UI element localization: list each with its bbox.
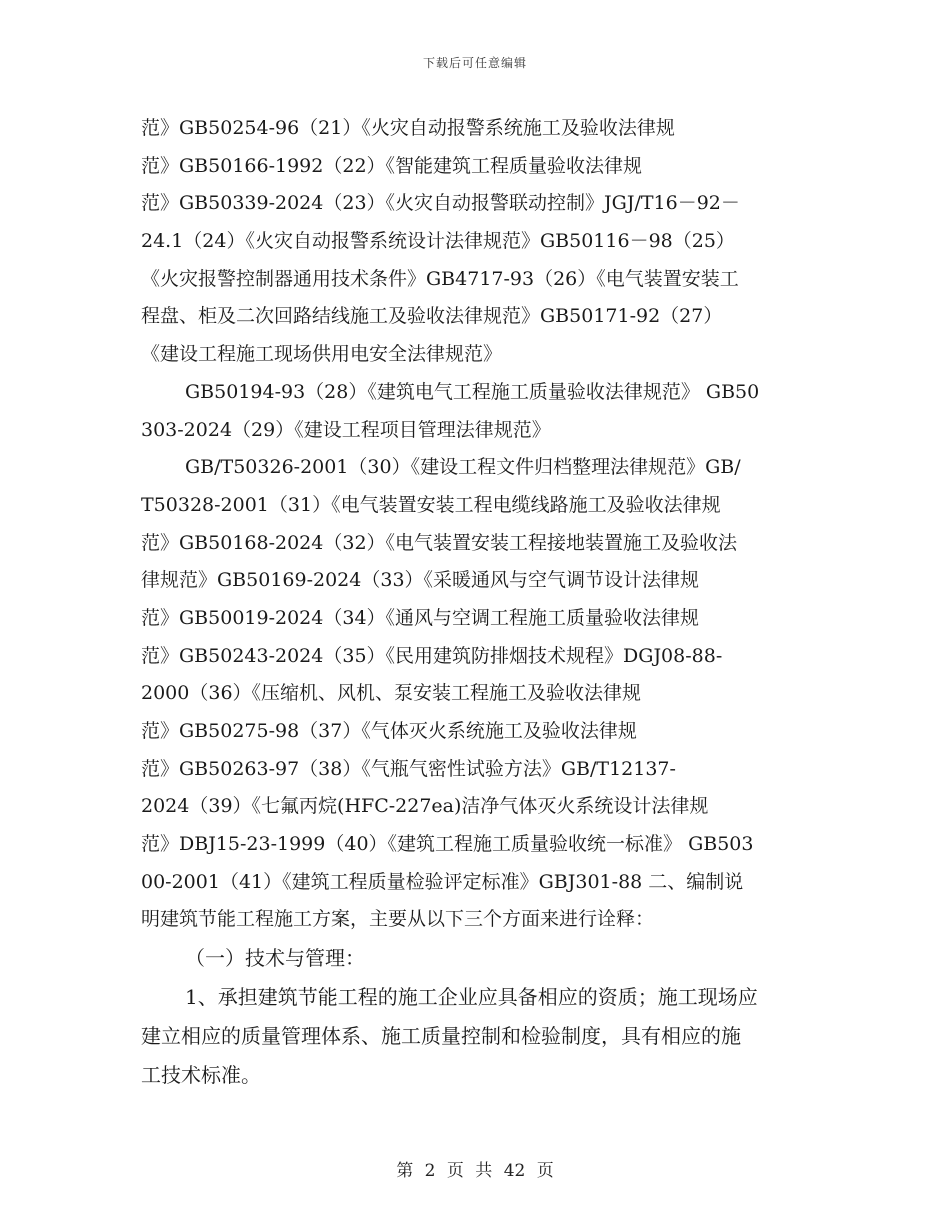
text-line: 《建设工程施工现场供用电安全法律规范》 (141, 343, 503, 366)
page-footer: 第 2 页 共 42 页 (396, 1161, 554, 1181)
text-line: 明建筑节能工程施工方案，主要从以下三个方面来进行诠释： (141, 908, 655, 931)
text-line: 律规范》GB50169-2024（33）《采暖通风与空气调节设计法律规 (141, 569, 700, 592)
text-line: 2000（36）《压缩机、风机、泵安装工程施工及验收法律规 (141, 682, 642, 705)
section-heading: （一）技术与管理： (185, 946, 365, 971)
text-line: 2024（39）《七氟丙烷(HFC-227ea)洁净气体灭火系统设计法律规 (141, 795, 709, 818)
text-line: 24.1（24）《火灾自动报警系统设计法律规范》GB50116－98（25） (141, 230, 735, 253)
text-line: T50328-2001（31）《电气装置安装工程电缆线路施工及验收法律规 (141, 493, 721, 516)
text-line: 范》GB50243-2024（35）《民用建筑防排烟技术规程》DGJ08-88- (141, 644, 723, 667)
text-line: 范》DBJ15-23-1999（40）《建筑工程施工质量验收统一标准》 GB503 (141, 833, 754, 856)
text-line: 范》GB50275-98（37）《气体灭火系统施工及验收法律规 (141, 720, 637, 742)
text-line: 00-2001（41）《建筑工程质量检验评定标准》GBJ301-88 二、编制说 (141, 870, 744, 893)
document-body (141, 110, 821, 1095)
text-line: 范》GB50019-2024（34）《通风与空调工程施工质量验收法律规 (141, 606, 700, 629)
text-line: 303-2024（29）《建设工程项目管理法律规范》 (141, 418, 551, 441)
text-line: 范》GB50168-2024（32）《电气装置安装工程接地装置施工及验收法 (141, 531, 738, 554)
text-line: 范》GB50254-96（21）《火灾自动报警系统施工及验收法律规 (141, 117, 675, 139)
text-line: 《火灾报警控制器通用技术条件》GB4717-93（26）《电气装置安装工 (141, 267, 739, 290)
text-line: GB50194-93（28）《建筑电气工程施工质量验收法律规范》 GB50 (185, 380, 760, 403)
paragraph-line: 1、承担建筑节能工程的施工企业应具备相应的资质；施工现场应 (185, 985, 758, 1010)
text-line: 范》GB50339-2024（23）《火灾自动报警联动控制》JGJ/T16－92－ (141, 192, 740, 215)
paragraph-line: 建立相应的质量管理体系、施工质量控制和检验制度，具有相应的施 (141, 1024, 741, 1049)
paragraph-line: 工技术标准。 (141, 1063, 261, 1088)
page-header: 下载后可任意编辑 (422, 56, 527, 70)
text-line: GB/T50326-2001（30）《建设工程文件归档整理法律规范》GB/ (185, 456, 741, 479)
text-line: 程盘、柜及二次回路结线施工及验收法律规范》GB50171-92（27） (141, 305, 723, 328)
text-line: 范》GB50263-97（38）《气瓶气密性试验方法》GB/T12137- (141, 757, 676, 780)
text-line: 范》GB50166-1992（22）《智能建筑工程质量验收法律规 (141, 154, 643, 177)
